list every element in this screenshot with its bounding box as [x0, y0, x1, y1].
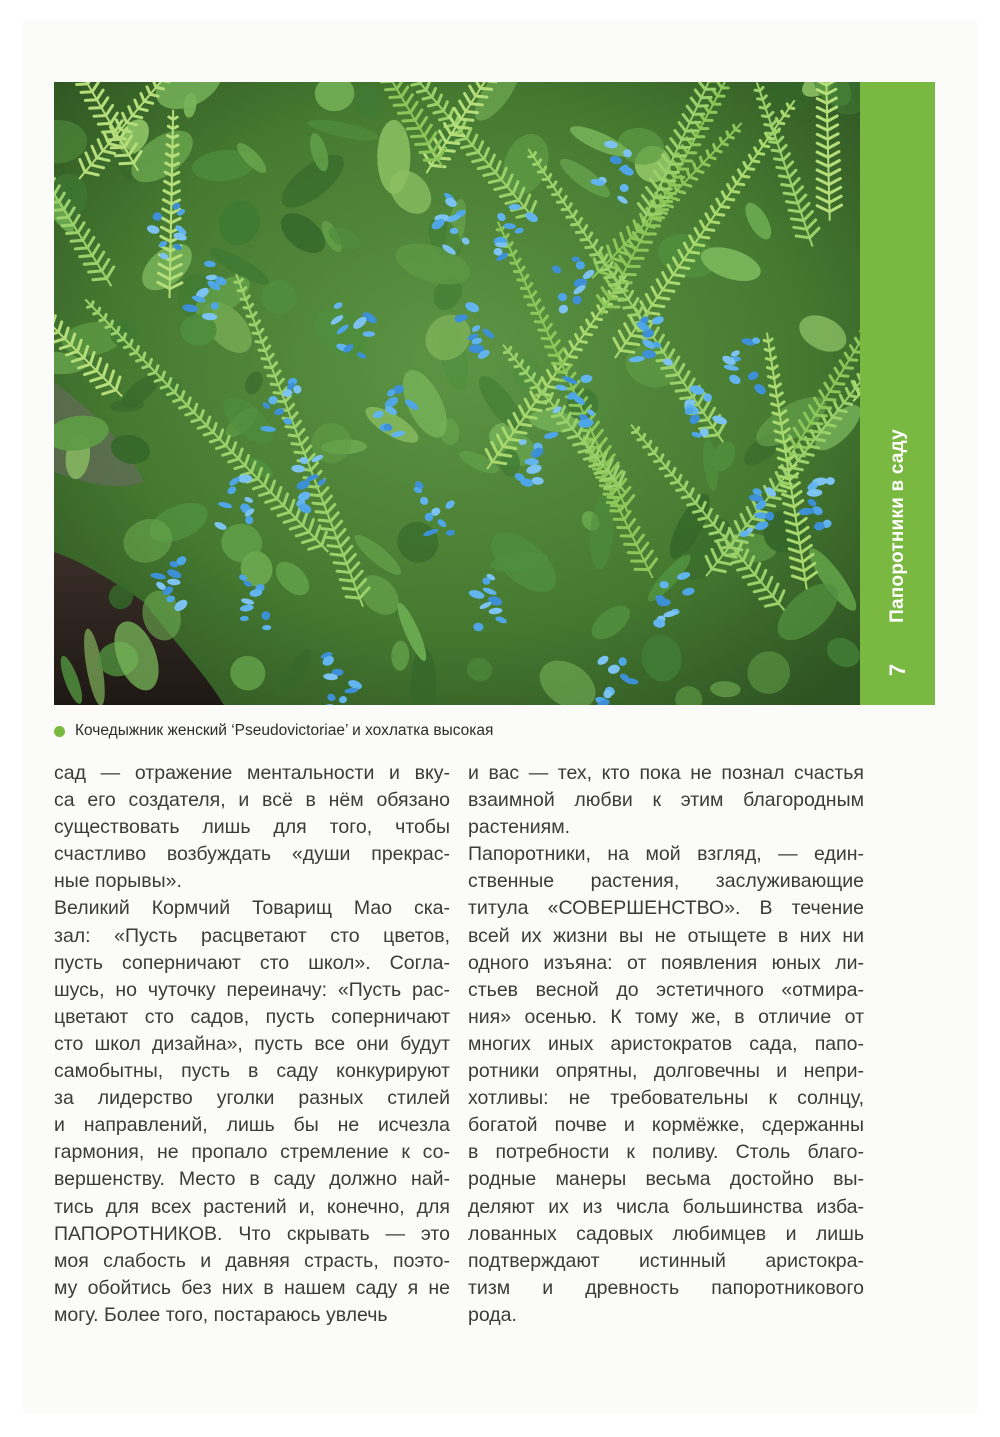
text-line: могу. Более того, постараюсь увлечь: [54, 1303, 388, 1326]
caption-text: Кочедыжник женский ‘Pseudovictoriae’ и хохлатка высокая: [75, 722, 494, 739]
text-line: му обойтись без них в нашем саду я не: [54, 1276, 450, 1299]
text-line: одного изъяна: от появления юных ли-: [468, 951, 864, 974]
text-line: растениям.: [468, 816, 571, 839]
text-line: и направлений, лишь бы не исчезла: [54, 1114, 450, 1137]
text-line: ственные растения, заслуживающие: [468, 870, 864, 893]
text-line: цветают сто садов, пусть соперничают: [54, 1005, 450, 1028]
text-line: взаимной любви к этим благородным: [468, 789, 864, 812]
text-line: и вас — тех, кто пока не познал счастья: [468, 762, 864, 784]
text-line: сад — отражение ментальности и вку-: [54, 762, 450, 784]
text-line: пусть соперничают сто школ». Согла-: [54, 951, 450, 974]
chapter-title: Папоротники в саду: [887, 429, 908, 623]
text-line: существовать лишь для того, чтобы: [54, 816, 450, 839]
bullet-dot-icon: [54, 726, 65, 737]
text-line: хотливы: не требовательны к солнцу,: [468, 1087, 864, 1110]
text-line: стьев весной до эстетичного «отмира-: [468, 978, 864, 1001]
blue-flowers-and-ferns-photo: [54, 82, 860, 705]
text-line: тись для всех растений и, конечно, для: [54, 1195, 450, 1218]
text-line: за лидерство уголки разных стилей: [54, 1087, 450, 1110]
text-column-right: [468, 760, 864, 1329]
text-line: ротники опрятны, долговечны и непри-: [468, 1060, 864, 1083]
text-line: подтверждают истинный аристокра-: [468, 1249, 864, 1272]
text-line: родные манеры весьма достойно вы-: [468, 1168, 864, 1191]
text-line: вершенству. Место в саду должно най-: [54, 1168, 450, 1191]
text-line: зал: «Пусть расцветают сто цветов,: [54, 924, 450, 947]
text-line: гармония, не пропало стремление к со-: [54, 1141, 450, 1164]
text-line: шусь, но чуточку переиначу: «Пусть рас-: [54, 978, 450, 1001]
text-line: всей их жизни вы не отыщете в них ни: [468, 924, 864, 947]
text-line: многих иных аристократов сада, папо-: [468, 1032, 864, 1055]
text-column-left: [54, 760, 450, 1329]
text-line: са его создателя, и всё в нём обязано: [54, 789, 450, 812]
text-line: в потребности к поливу. Столь благо-: [468, 1141, 864, 1164]
text-line: рода.: [468, 1303, 517, 1326]
text-line: Великий Кормчий Товарищ Мао ска-: [54, 897, 450, 920]
text-line: тизм и древность папоротникового: [468, 1276, 864, 1299]
text-line: Папоротники, на мой взгляд, — един-: [468, 843, 864, 866]
text-line: счастливо возбуждать «души прекрас-: [54, 843, 450, 866]
text-line: сто школ дизайна», пусть все они будут: [54, 1032, 450, 1055]
text-line: моя слабость и давняя страсть, поэто-: [54, 1249, 450, 1272]
text-line: самобытны, пусть в саду конкурируют: [54, 1060, 450, 1083]
text-line: ния» осенью. К тому же, в отличие от: [468, 1005, 864, 1028]
text-line: богатой почве и кормёжке, сдержанны: [468, 1114, 864, 1137]
page-number: 7: [885, 663, 910, 677]
text-line: деляют их из числа большинства изба-: [468, 1195, 864, 1218]
text-line: ПАПОРОТНИКОВ. Что скрывать — это: [54, 1222, 450, 1245]
text-line: ные порывы».: [54, 870, 182, 893]
text-line: титула «СОВЕРШЕНСТВО». В течение: [468, 897, 864, 920]
photo-caption: [54, 720, 854, 742]
text-line: лованных садовых любимцев и лишь: [468, 1222, 864, 1245]
